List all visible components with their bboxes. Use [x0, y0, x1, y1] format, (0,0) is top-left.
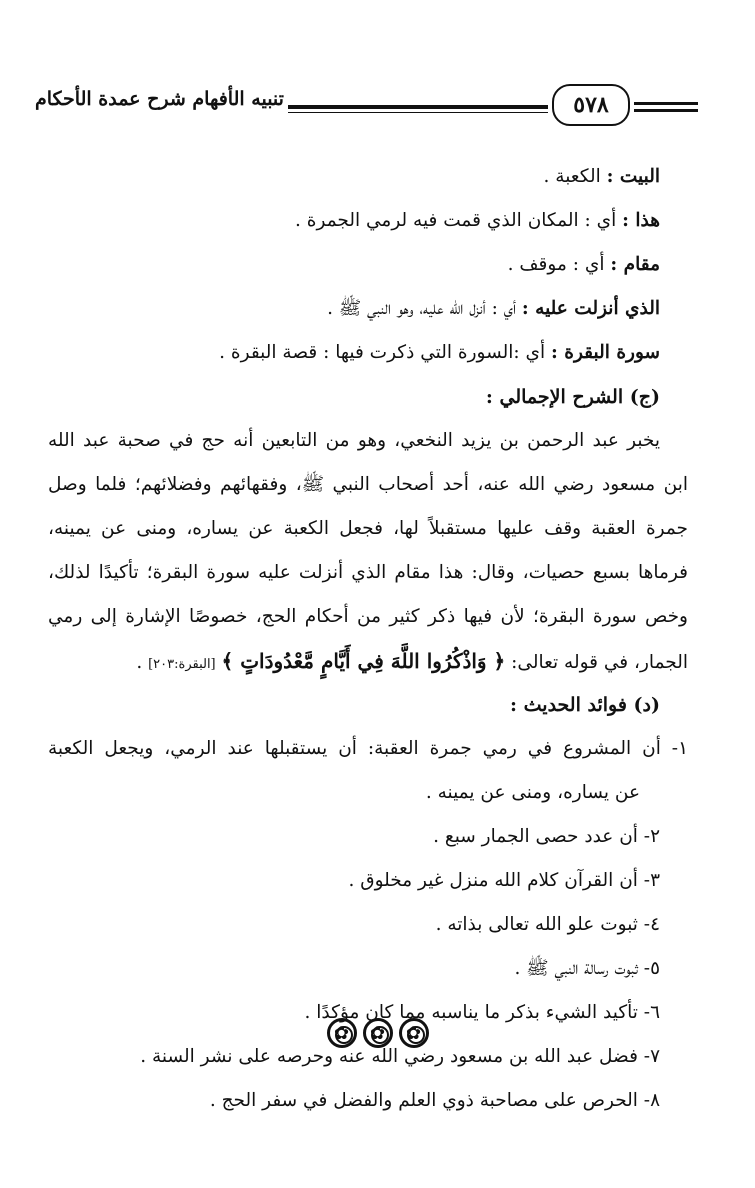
header-rule-left — [288, 105, 548, 109]
term: هذا : — [622, 210, 660, 231]
term: مقام : — [610, 254, 660, 275]
benefit-item-continuation: عن يساره، ومنى عن يمينه . — [425, 782, 640, 803]
page-number: ٥٧٨ — [552, 84, 630, 126]
benefit-item: ٧- فضل عبد الله بن مسعود رضي الله عنه وحرصه على نشر السنة . — [140, 1046, 660, 1067]
header-rule-right — [634, 102, 698, 105]
paragraph-line — [48, 639, 688, 683]
punctuation: . — [136, 652, 149, 673]
quran-verse: ﴿ وَاذْكُرُوا اللَّهَ فِي أَيَّامٍ مَّعْدُودَاتٍ ﴾ — [221, 649, 506, 673]
flower-ornament-icon — [399, 1018, 429, 1048]
benefit-item: ٢- أن عدد حصى الجمار سبع . — [433, 826, 660, 847]
benefit-item: ٨- الحرص على مصاحبة ذوي العلم والفضل في سفر الحج . — [209, 1090, 660, 1111]
definition: أي : موقف . — [507, 254, 611, 275]
benefit-item: ٤- ثبوت علو الله تعالى بذاته . — [435, 914, 660, 935]
flower-ornament-icon — [327, 1018, 357, 1048]
book-title: تنبيه الأفهام شرح عمدة الأحكام — [35, 88, 284, 110]
benefit-item: ٦- تأكيد الشيء بذكر ما يناسبه مما كان مؤكدًا . — [304, 1002, 660, 1023]
benefit-item: ١- أن المشروع في رمي جمرة العقبة: أن يستقبلها عند الرمي، ويجعل الكعبة — [48, 738, 688, 759]
running-header — [30, 82, 730, 132]
section-heading-summary: (ج) الشرح الإجمالي : — [485, 386, 660, 408]
term: سورة البقرة : — [550, 342, 660, 363]
paragraph-line: فرماها بسبع حصيات، وقال: هذا مقام الذي أنزلت عليه سورة البقرة؛ تأكيدًا لذلك، — [48, 562, 688, 583]
paragraph-line: يخبر عبد الرحمن بن يزيد النخعي، وهو من التابعين أنه حج في صحبة عبد الله — [48, 430, 660, 451]
page-body — [48, 155, 688, 1123]
end-ornament — [0, 1018, 755, 1052]
flower-ornament-icon — [363, 1018, 393, 1048]
term: البيت : — [606, 166, 660, 187]
paragraph-line: وخص سورة البقرة؛ لأن فيها ذكر كثير من أحكام الحج، خصوصًا الإشارة إلى رمي — [48, 606, 688, 627]
definition-line — [48, 331, 688, 375]
definition: أي : أنزل الله عليه، وهو النبي ﷺ . — [327, 298, 522, 319]
section-heading-benefits: (د) فوائد الحديث : — [510, 694, 660, 716]
benefit-item: ٣- أن القرآن كلام الله منزل غير مخلوق . — [348, 870, 660, 891]
definition-line — [48, 287, 688, 331]
definition: الكعبة . — [543, 166, 607, 187]
paragraph-line: جمرة العقبة وقف عليها مستقبلاً لها، فجعل الكعبة عن يساره، ومنى عن يمينه، — [48, 518, 688, 539]
quran-reference: [البقرة:٢٠٣] — [148, 657, 216, 672]
definition-line — [48, 199, 688, 243]
definition-line — [48, 155, 688, 199]
definition: أي :السورة التي ذكرت فيها : قصة البقرة . — [219, 342, 551, 363]
term: الذي أنزلت عليه : — [521, 298, 660, 319]
definition: أي : المكان الذي قمت فيه لرمي الجمرة . — [295, 210, 623, 231]
definition-line — [48, 243, 688, 287]
paragraph-line: ابن مسعود رضي الله عنه، أحد أصحاب النبي ﷺ، وفقهائهم وفضلائهم؛ فلما وصل — [48, 474, 688, 495]
benefit-item: ٥- ثبوت رسالة النبي ﷺ . — [514, 958, 660, 979]
paragraph-text: الجمار، في قوله تعالى: — [511, 652, 688, 673]
